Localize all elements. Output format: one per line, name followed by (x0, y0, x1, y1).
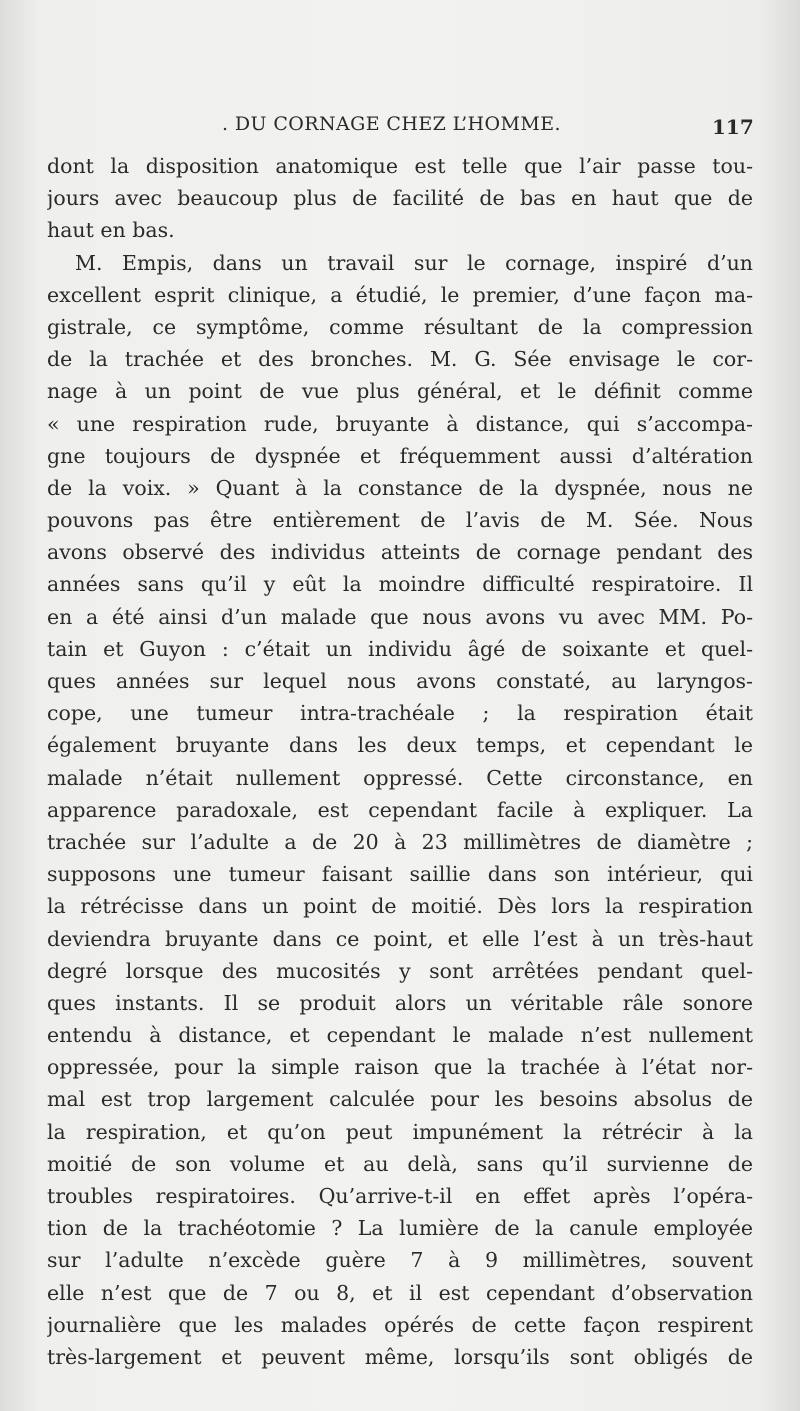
text-line: très-largement et peuvent même, lorsqu’ils sont obligés de (47, 1344, 753, 1369)
text-line: de la voix. » Quant à la constance de la dyspnée, nous ne (47, 475, 753, 500)
text-line: apparence paradoxale, est cependant facile à expliquer. La (47, 797, 753, 822)
text-line: « une respiration rude, bruyante à distance, qui s’accompa- (47, 411, 753, 436)
text-line: ques années sur lequel nous avons constaté, au laryngos- (47, 669, 753, 693)
text-line: M. Empis, dans un travail sur le cornage, inspiré d’un (75, 250, 753, 275)
text-line: dont la disposition anatomique est telle que l’air passe tou- (47, 154, 753, 178)
text-line: deviendra bruyante dans ce point, et elle l’est à un très-haut (47, 926, 753, 951)
text-line: cope, une tumeur intra-trachéale ; la respiration était (47, 701, 753, 726)
text-line: jours avec beaucoup plus de facilité de bas en haut que de (47, 186, 753, 211)
text-line: également bruyante dans les deux temps, et cependant le (47, 733, 753, 758)
text-line: nage à un point de vue plus général, et le définit comme (47, 379, 753, 404)
page-header (0, 113, 800, 143)
text-line: oppressée, pour la simple raison que la trachée à l’état nor- (47, 1055, 753, 1080)
text-line: pouvons pas être entièrement de l’avis de M. Sée. Nous (47, 508, 753, 533)
page-number: 117 (712, 115, 754, 139)
text-line: excellent esprit clinique, a étudié, le premier, d’une façon ma- (47, 282, 753, 307)
text-line: entendu à distance, et cependant le malade n’est nullement (47, 1023, 753, 1048)
running-title: . DU CORNAGE CHEZ L’HOMME. (222, 113, 561, 135)
text-line: en a été ainsi d’un malade que nous avons vu avec MM. Po- (47, 604, 753, 629)
text-line: degré lorsque des mucosités y sont arrêtées pendant quel- (47, 958, 753, 983)
text-line: ques instants. Il se produit alors un véritable râle sonore (47, 990, 753, 1015)
text-line: gne toujours de dyspnée et fréquemment aussi d’altération (47, 443, 753, 468)
text-line: troubles respiratoires. Qu’arrive-t-il en effet après l’opéra- (47, 1184, 753, 1208)
text-line: la respiration, et qu’on peut impunément la rétrécir à la (47, 1119, 753, 1144)
text-line: journalière que les malades opérés de cette façon respirent (47, 1312, 753, 1337)
text-line: malade n’était nullement oppressé. Cette circonstance, en (47, 765, 753, 790)
text-line: gistrale, ce symptôme, comme résultant de la compression (47, 314, 753, 339)
text-line: supposons une tumeur faisant saillie dans son intérieur, qui (47, 862, 753, 887)
body-text (47, 150, 753, 1373)
text-line: mal est trop largement calculée pour les besoins absolus de (47, 1087, 753, 1112)
text-line: haut en bas. (47, 218, 175, 243)
text-line: tain et Guyon : c’était un individu âgé de soixante et quel- (47, 636, 753, 661)
text-line: trachée sur l’adulte a de 20 à 23 millimètres de diamètre ; (47, 829, 753, 854)
text-line: sur l’adulte n’excède guère 7 à 9 millimètres, souvent (47, 1248, 753, 1273)
text-line: avons observé des individus atteints de cornage pendant des (47, 540, 753, 565)
text-line: tion de la trachéotomie ? La lumière de la canule employée (47, 1216, 753, 1241)
text-line: de la trachée et des bronches. M. G. Sée envisage le cor- (47, 347, 753, 372)
text-line: la rétrécisse dans un point de moitié. Dès lors la respiration (47, 894, 753, 919)
text-line: moitié de son volume et au delà, sans qu’il survienne de (47, 1151, 753, 1176)
text-line: années sans qu’il y eût la moindre difficulté respiratoire. Il (47, 572, 753, 597)
text-line: elle n’est que de 7 ou 8, et il est cependant d’observation (47, 1280, 753, 1305)
